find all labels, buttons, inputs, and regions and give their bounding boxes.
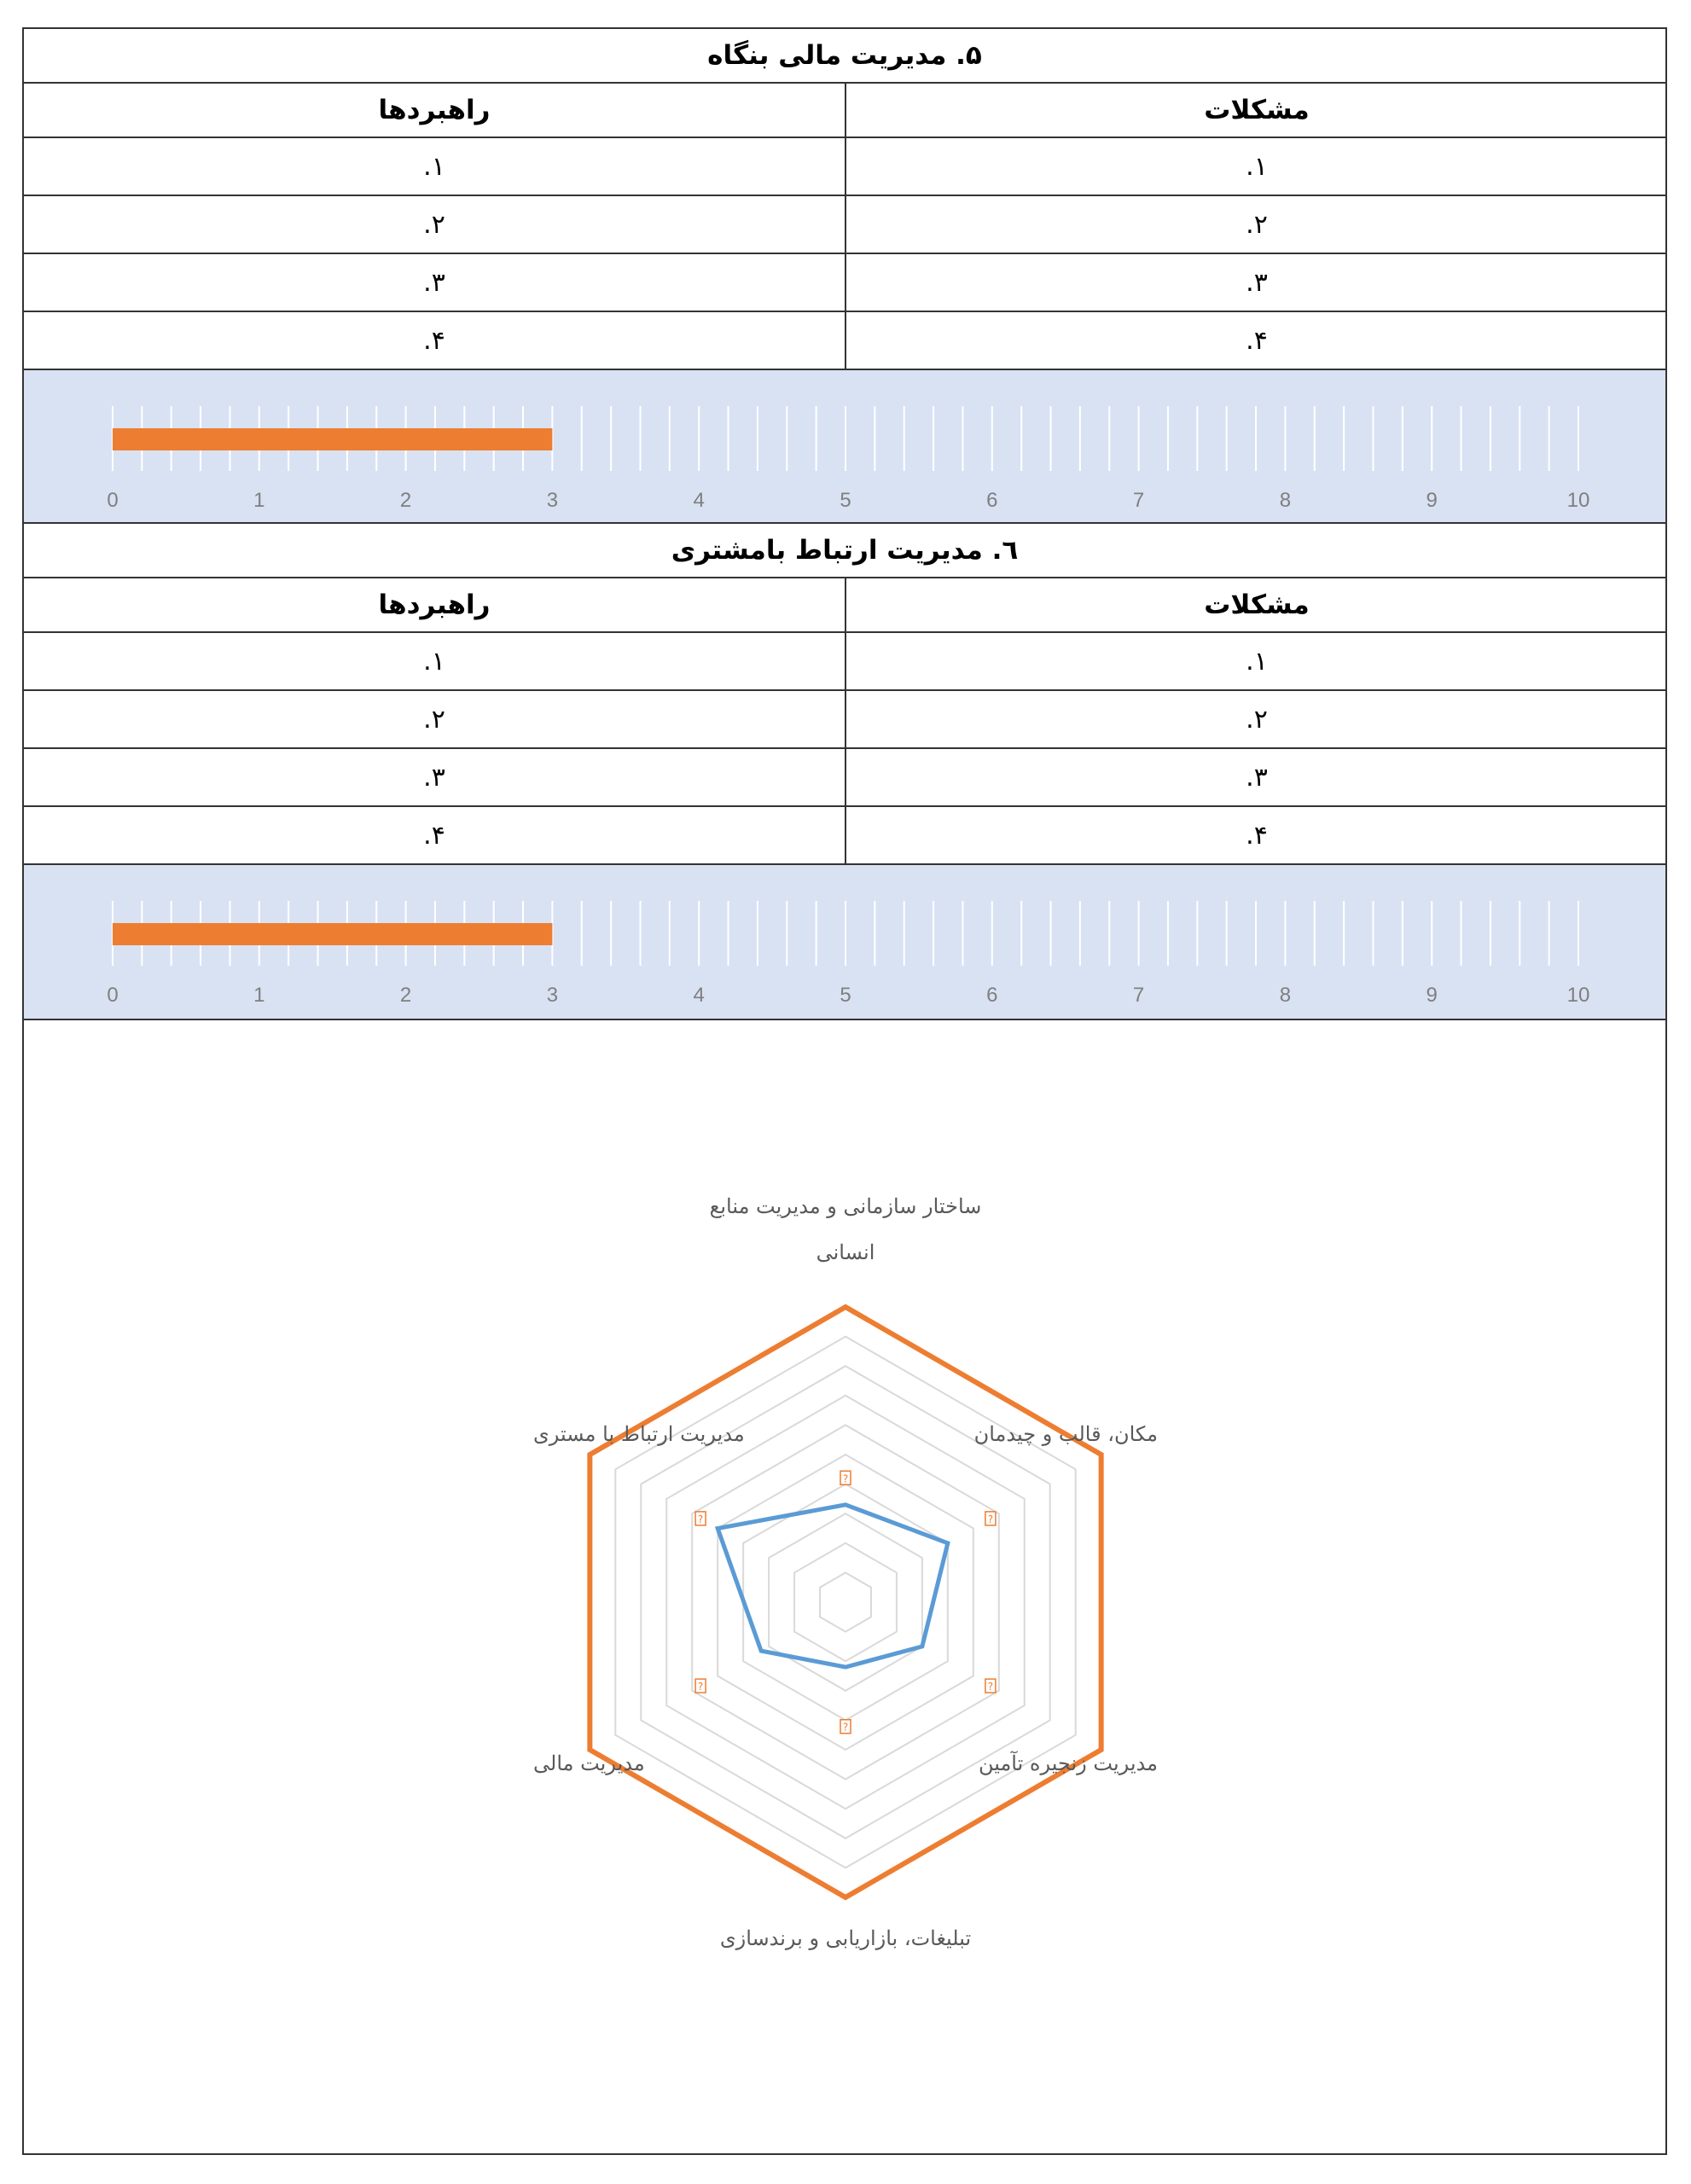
radar-data-label [985, 1679, 996, 1693]
problem-item: ۳. [1246, 762, 1268, 793]
radar-category-label: مکان، قالب و چیدمان [973, 1422, 1158, 1446]
table-row [24, 807, 1665, 865]
tick-label: 4 [693, 984, 705, 1007]
problems-header: مشکلات [1204, 95, 1310, 125]
strategy-item: ۲. [423, 209, 445, 240]
strategy-item: ۴. [423, 325, 445, 356]
tick-label: 0 [107, 984, 119, 1007]
radar-category-label: مدیریت ارتباط با مستری [533, 1422, 745, 1446]
table-row [24, 254, 1665, 312]
strategy-item: ۱. [423, 646, 445, 677]
tick-label: 3 [546, 984, 559, 1007]
tick-label: 4 [693, 489, 705, 512]
tick-label: 1 [253, 489, 265, 512]
score-bar-panel [24, 370, 1665, 524]
table-row [24, 138, 1665, 196]
radar-grid-ring [666, 1396, 1025, 1809]
radar-grid-ring [820, 1572, 871, 1631]
tick-label: 9 [1426, 984, 1438, 1007]
section-title: ٦. مدیریت ارتباط بامشتری [671, 535, 1019, 566]
svg-text:?: ? [697, 1513, 704, 1525]
score-bar-chart [24, 865, 1667, 1019]
radar-category-label: مدیریت مالی [533, 1751, 645, 1775]
problem-item: ۲. [1246, 209, 1268, 240]
radar-category-label: ساختار سازمانی و مدیریت منابع [709, 1194, 982, 1218]
tick-label: 1 [253, 984, 265, 1007]
score-bar [113, 428, 552, 450]
tick-label: 2 [399, 489, 412, 512]
tick-label: 10 [1566, 984, 1590, 1007]
problem-item: ۱. [1246, 646, 1268, 677]
radar-category-label: انسانی [816, 1240, 875, 1264]
radar-grid-ring [615, 1337, 1075, 1868]
svg-text:?: ? [987, 1513, 994, 1525]
document-frame [22, 27, 1667, 2155]
svg-text:?: ? [987, 1681, 994, 1693]
section-title-row [24, 524, 1665, 578]
tick-label: 6 [986, 489, 998, 512]
tick-label: 9 [1426, 489, 1438, 512]
radar-category-label: مدیریت زنجیره تآمین [978, 1751, 1158, 1775]
strategies-header: راهبردها [378, 95, 491, 125]
strategy-item: ۲. [423, 704, 445, 735]
table-row [24, 691, 1665, 749]
score-bar [113, 923, 552, 945]
strategy-item: ۳. [423, 762, 445, 793]
tick-label: 2 [399, 984, 412, 1007]
radar-data-label [840, 1720, 851, 1734]
tick-label: 5 [840, 984, 851, 1007]
strategy-item: ۴. [423, 820, 445, 851]
tick-label: 7 [1132, 489, 1145, 512]
table-row [24, 312, 1665, 370]
svg-text:?: ? [697, 1681, 704, 1693]
problem-item: ۱. [1246, 151, 1268, 182]
section-title-row [24, 29, 1665, 84]
problem-item: ۳. [1246, 267, 1268, 298]
table-row [24, 196, 1665, 254]
score-bar-chart [24, 370, 1667, 522]
radar-grid-ring [794, 1543, 897, 1661]
tick-label: 3 [546, 489, 559, 512]
score-bar-panel [24, 865, 1665, 1020]
tick-label: 7 [1132, 984, 1145, 1007]
table-row [24, 633, 1665, 691]
radar-data-label [840, 1471, 851, 1484]
radar-data-label [695, 1679, 706, 1693]
strategy-item: ۱. [423, 151, 445, 182]
tick-label: 5 [840, 489, 851, 512]
radar-data-label [695, 1512, 706, 1525]
problem-item: ۴. [1246, 820, 1268, 851]
tick-label: 10 [1566, 489, 1590, 512]
section-title: ۵. مدیریت مالی بنگاه [707, 40, 982, 71]
strategies-header: راهبردها [378, 590, 491, 620]
strategy-item: ۳. [423, 267, 445, 298]
problem-item: ۴. [1246, 325, 1268, 356]
radar-category-label: تبلیغات، بازاریابی و برندسازی [719, 1926, 972, 1950]
tick-label: 0 [107, 489, 119, 512]
radar-grid-ring [769, 1513, 922, 1691]
radar-chart-area [24, 1020, 1665, 2155]
column-header-row [24, 578, 1665, 633]
radar-chart [24, 1020, 1667, 2155]
radar-series-inner [718, 1505, 948, 1667]
tick-label: 6 [986, 984, 998, 1007]
tick-label: 8 [1279, 984, 1292, 1007]
problems-header: مشکلات [1204, 590, 1310, 620]
tick-label: 8 [1279, 489, 1292, 512]
column-header-row [24, 84, 1665, 138]
radar-data-label [985, 1512, 996, 1525]
svg-text:?: ? [842, 1472, 849, 1485]
problem-item: ۲. [1246, 704, 1268, 735]
table-row [24, 749, 1665, 807]
svg-text:?: ? [842, 1721, 849, 1734]
